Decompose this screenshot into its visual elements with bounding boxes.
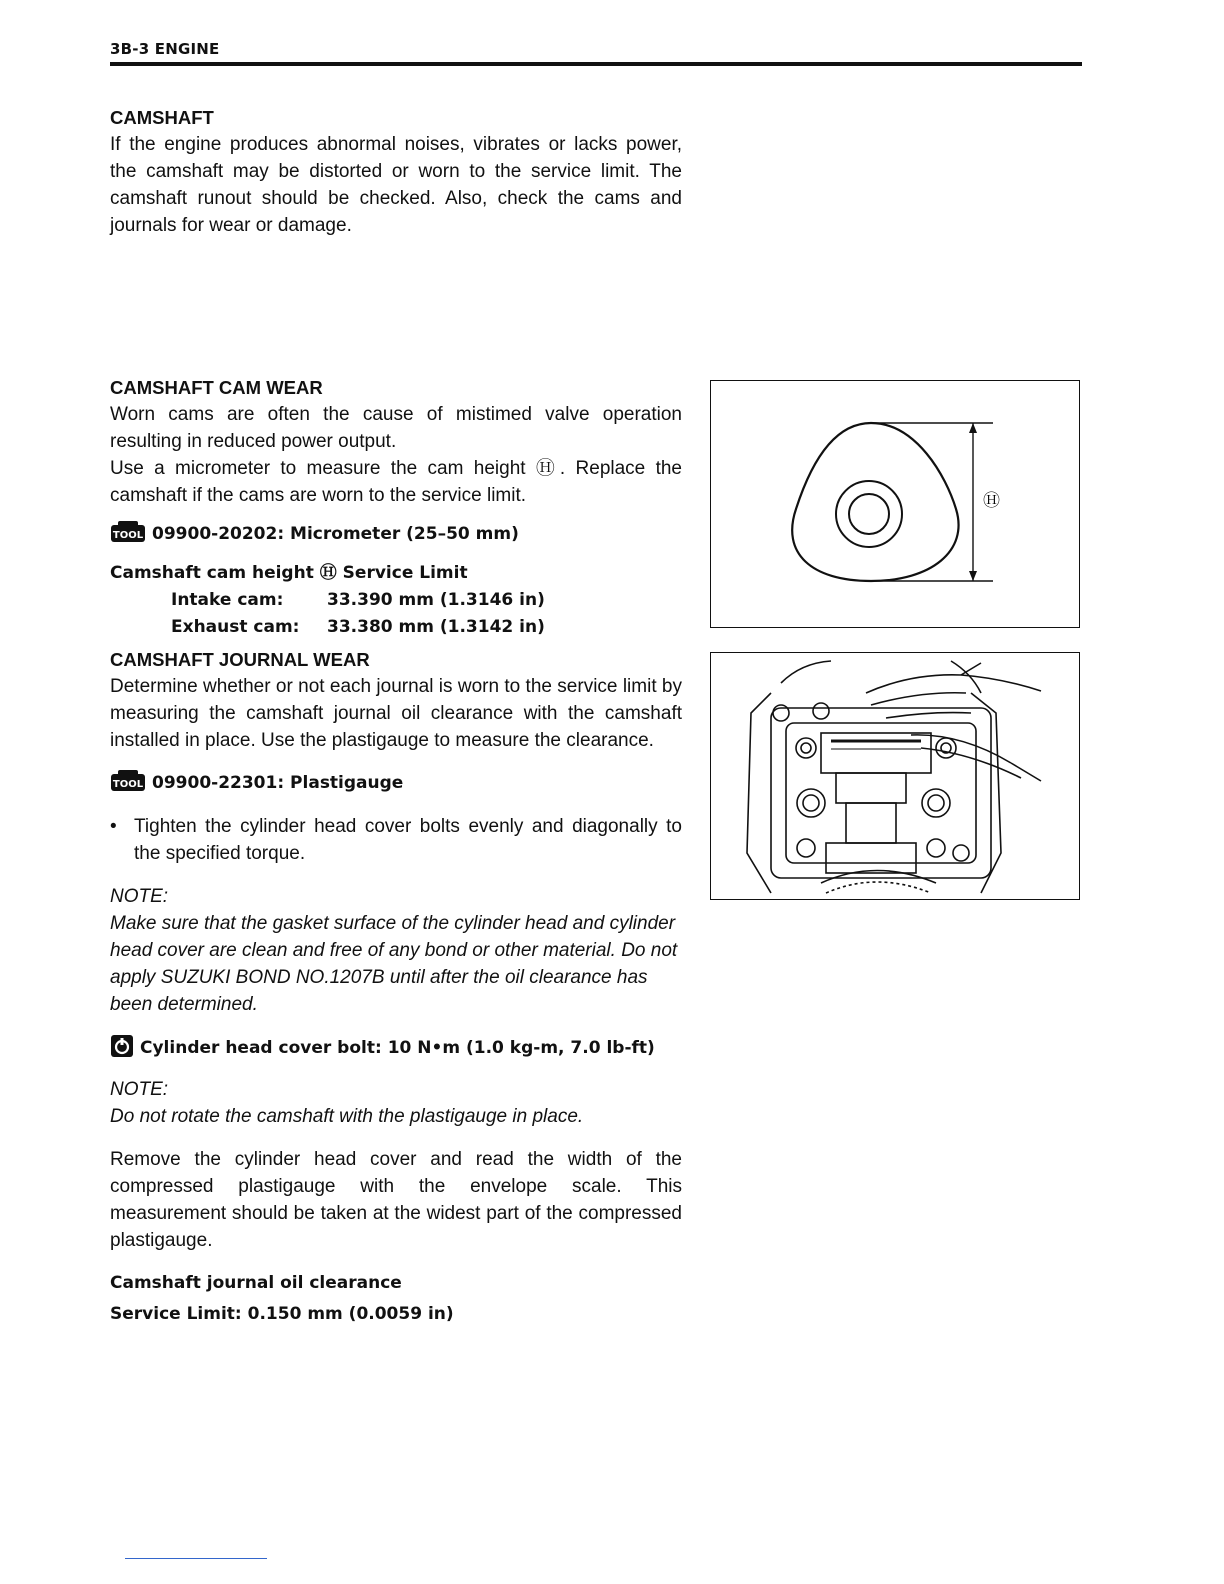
journal-tool-line (110, 770, 682, 797)
camshaft-section (110, 104, 682, 239)
cam-wear-tool-text: 09900-20202: Micrometer (25–50 mm) (152, 524, 519, 544)
cam-height-spec-title: Camshaft cam height Ⓗ Service Limit (110, 563, 468, 583)
header-rule (110, 62, 1082, 66)
intake-cam-value: 33.390 mm (1.3146 in) (327, 590, 545, 610)
cam-wear-title: CAMSHAFT CAM WEAR (110, 377, 323, 398)
svg-text:TOOL: TOOL (112, 779, 144, 790)
journal-tool-text: 09900-22301: Plastigauge (152, 773, 404, 793)
camshaft-title: CAMSHAFT (110, 107, 214, 128)
cam-wear-body2: Use a micrometer to measure the cam height Ⓗ. Replace the camshaft if the cams are worn to the service limit. (110, 458, 682, 506)
plastigauge-figure (710, 652, 1080, 900)
section-header: 3B-3 ENGINE (110, 40, 220, 58)
journal-wear-body: Determine whether or not each journal is worn to the service limit by measuring the camshaft journal oil clearance with the camshaft installed in place. Use the plastigauge to measure the clearance. (110, 676, 682, 751)
journal-wear-title: CAMSHAFT JOURNAL WEAR (110, 649, 370, 670)
torque-icon (110, 1034, 134, 1058)
bullet-dot: • (110, 816, 117, 837)
exhaust-cam-label: Exhaust cam: (171, 617, 300, 637)
tool-icon (110, 770, 146, 792)
note2-text: Do not rotate the camshaft with the plastigauge in place. (110, 1106, 584, 1127)
cam-height-label: Ⓗ (983, 491, 1000, 511)
exhaust-cam-value: 33.380 mm (1.3142 in) (327, 617, 545, 637)
note1-label: NOTE: (110, 886, 169, 907)
torque-text: Cylinder head cover bolt: 10 N•m (1.0 kg-m, 7.0 lb-ft) (140, 1038, 655, 1058)
camshaft-body: If the engine produces abnormal noises, vibrates or lacks power, the camshaft may be distorted or worn to the service limit. The camshaft runout should be checked. Also, check the cams and journals for wear or damage. (110, 134, 682, 236)
cam-wear-body1: Worn cams are often the cause of mistimed valve operation resulting in reduced power output. (110, 404, 682, 452)
plastigauge-photo (711, 653, 1079, 899)
cam-wear-section (110, 374, 682, 641)
scan-edge-line (125, 1558, 267, 1559)
journal-wear-section (110, 646, 682, 1328)
cam-height-figure (710, 380, 1080, 628)
page-header (110, 40, 1082, 66)
intake-cam-row (110, 587, 682, 614)
oil-clearance-limit: Service Limit: 0.150 mm (0.0059 in) (110, 1304, 454, 1324)
note2-label: NOTE: (110, 1079, 169, 1100)
tool-icon (110, 521, 146, 543)
note1-text: Make sure that the gasket surface of the cylinder head and cylinder head cover are clean and free of any bond or other material. Do not apply SUZUKI BOND NO.1207B until after the oil clearance has been determined. (110, 913, 678, 1015)
cam-wear-tool-line (110, 521, 682, 548)
torque-line (110, 1034, 682, 1062)
cam-height-diagram (711, 381, 1079, 627)
tighten-bullet-text: Tighten the cylinder head cover bolts evenly and diagonally to the specified torque. (134, 816, 682, 864)
intake-cam-label: Intake cam: (171, 590, 284, 610)
journal-body2: Remove the cylinder head cover and read the width of the compressed plastigauge with the envelope scale. This measurement should be taken at the widest part of the compressed plastigauge. (110, 1149, 682, 1251)
exhaust-cam-row (110, 614, 682, 641)
svg-text:TOOL: TOOL (112, 530, 144, 541)
tighten-bullet (110, 813, 682, 867)
oil-clearance-title: Camshaft journal oil clearance (110, 1273, 402, 1293)
